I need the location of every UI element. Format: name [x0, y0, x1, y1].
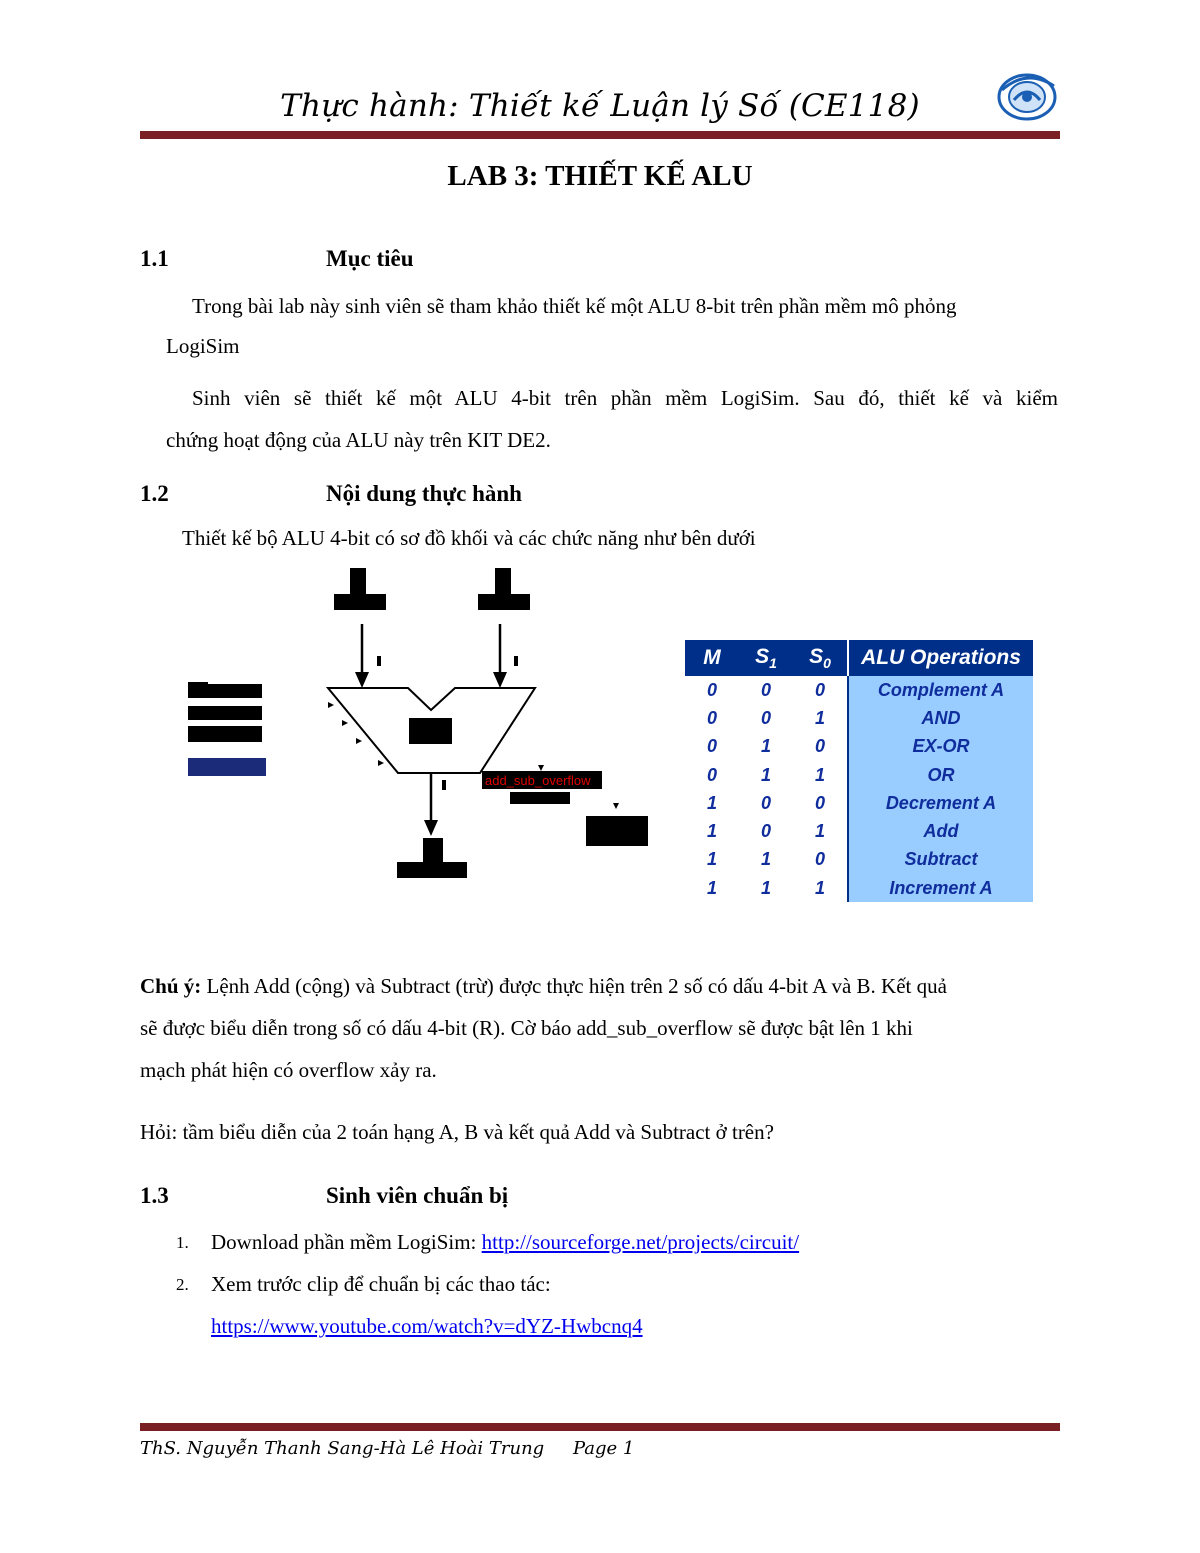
bit-cell: 1	[760, 877, 771, 898]
section-3-number: 1.3	[140, 1183, 169, 1208]
operation-name-cell: EX-OR	[848, 733, 1033, 761]
table-body	[685, 676, 1033, 902]
table-row	[685, 761, 1033, 789]
footer-rule	[140, 1423, 1060, 1431]
youtube-clip-link[interactable]: https://www.youtube.com/watch?v=dYZ-Hwbcnq4	[211, 1314, 643, 1338]
bit-cell: 1	[706, 792, 717, 813]
header-title: Thực hành: Thiết kế Luận lý Số (CE118)	[280, 88, 920, 124]
bit-cell: 1	[706, 821, 717, 842]
bit-cell: 0	[706, 736, 717, 757]
bit-cell: 0	[706, 764, 717, 785]
bit-cell: 1	[814, 707, 825, 728]
output-r-pin	[423, 838, 443, 862]
section-2-title: Nội dung thực hành	[326, 481, 522, 506]
header-s1: $S_1$	[739, 640, 793, 676]
list-item-2-text: Xem trước clip để chuẩn bị các thao tác:	[211, 1272, 551, 1296]
bit-cell: 1	[814, 821, 825, 842]
operation-name-cell: Subtract	[848, 846, 1033, 874]
operation-name-cell: Add	[848, 817, 1033, 845]
list-item-1-number: 1.	[176, 1233, 189, 1252]
input-a-pin	[350, 568, 366, 594]
input-b-label-box	[478, 594, 530, 610]
footer-page-number: Page 1	[573, 1438, 635, 1459]
list-item-1-text: Download phần mềm LogiSim:	[211, 1230, 482, 1254]
bit-cell: 1	[760, 736, 771, 757]
table-row	[685, 704, 1033, 732]
input-b-pin	[495, 568, 511, 594]
table-row	[685, 676, 1033, 704]
footer-authors: ThS. Nguyễn Thanh Sang-Hà Lê Hoài Trung	[140, 1438, 545, 1459]
question-text: Hỏi: tầm biểu diễn của 2 toán hạng A, B và kết quả Add và Subtract ở trên?	[140, 1120, 774, 1144]
bit-cell: 1	[814, 877, 825, 898]
header-m: M	[685, 640, 739, 676]
s2-intro: Thiết kế bộ ALU 4-bit có sơ đồ khối và các chức năng như bên dưới	[182, 526, 756, 550]
header-rule	[140, 131, 1060, 139]
bit-cell: 0	[814, 679, 825, 700]
note-line2: sẽ được biểu diễn trong số có dấu 4-bit (R). Cờ báo add_sub_overflow sẽ được bật lên 1 khi	[140, 1016, 913, 1040]
bit-cell: 0	[814, 792, 825, 813]
alu-operations-table	[685, 640, 1033, 902]
overflow-label: add_sub_overflow	[485, 773, 591, 788]
bit-cell: 1	[706, 877, 717, 898]
note-line1	[140, 966, 1058, 1006]
header-operations: ALU Operations	[848, 640, 1033, 676]
bit-cell: 0	[814, 736, 825, 757]
s1-p1-line1: Trong bài lab này sinh viên sẽ tham khảo thiết kế một ALU 8-bit trên phần mềm mô phỏng	[192, 294, 957, 318]
bit-cell: 0	[760, 821, 771, 842]
table-row	[685, 817, 1033, 845]
control-switch-label	[188, 758, 266, 776]
operation-name-cell: Decrement A	[848, 789, 1033, 817]
operation-name-cell: Increment A	[848, 874, 1033, 902]
document-title: LAB 3: THIẾT KẾ ALU	[447, 160, 753, 192]
list-item-1	[211, 1222, 799, 1262]
section-1-title: Mục tiêu	[326, 246, 414, 271]
operation-name-cell: AND	[848, 704, 1033, 732]
table-row	[685, 874, 1033, 902]
bit-cell: 0	[760, 792, 771, 813]
table-row	[685, 789, 1033, 817]
overflow-output-box	[586, 816, 648, 846]
alu-label-box	[409, 718, 452, 744]
bit-cell: 0	[760, 707, 771, 728]
output-r-label-box	[397, 862, 467, 878]
bit-cell: 1	[814, 764, 825, 785]
operation-name-cell: Complement A	[848, 676, 1033, 704]
section-3-title: Sinh viên chuẩn bị	[326, 1183, 509, 1208]
bit-cell: 0	[760, 679, 771, 700]
bit-cell: 0	[706, 679, 717, 700]
table-row	[685, 846, 1033, 874]
note-line1-text: Lệnh Add (cộng) và Subtract (trừ) được thực hiện trên 2 số có dấu 4-bit A và B. Kết quả	[206, 974, 947, 998]
table-row	[685, 733, 1033, 761]
university-logo-icon	[996, 70, 1058, 122]
section-2-number: 1.2	[140, 481, 169, 506]
bit-cell: 1	[760, 849, 771, 870]
table-header-row	[685, 640, 1033, 676]
note-label: Chú ý:	[140, 974, 202, 998]
input-a-label-box	[334, 594, 386, 610]
alu-block-diagram	[180, 560, 660, 890]
bit-cell: 0	[814, 849, 825, 870]
s1-p1-line2: LogiSim	[166, 334, 240, 358]
operation-name-cell: OR	[848, 761, 1033, 789]
logisim-download-link[interactable]: http://sourceforge.net/projects/circuit/	[481, 1230, 800, 1254]
section-1-number: 1.1	[140, 246, 169, 271]
header-s0: $S_0$	[793, 640, 848, 676]
s1-p2-line2: chứng hoạt động của ALU này trên KIT DE2.	[166, 428, 551, 452]
bit-cell: 1	[760, 764, 771, 785]
s1-p2-line1: Sinh viên sẽ thiết kế một ALU 4-bit trên phần mềm LogiSim. Sau đó, thiết kế và kiểm	[192, 386, 1058, 410]
list-item-2-number: 2.	[176, 1275, 189, 1294]
bit-cell: 1	[706, 849, 717, 870]
note-line3: mạch phát hiện có overflow xảy ra.	[140, 1058, 437, 1082]
bit-cell: 0	[706, 707, 717, 728]
